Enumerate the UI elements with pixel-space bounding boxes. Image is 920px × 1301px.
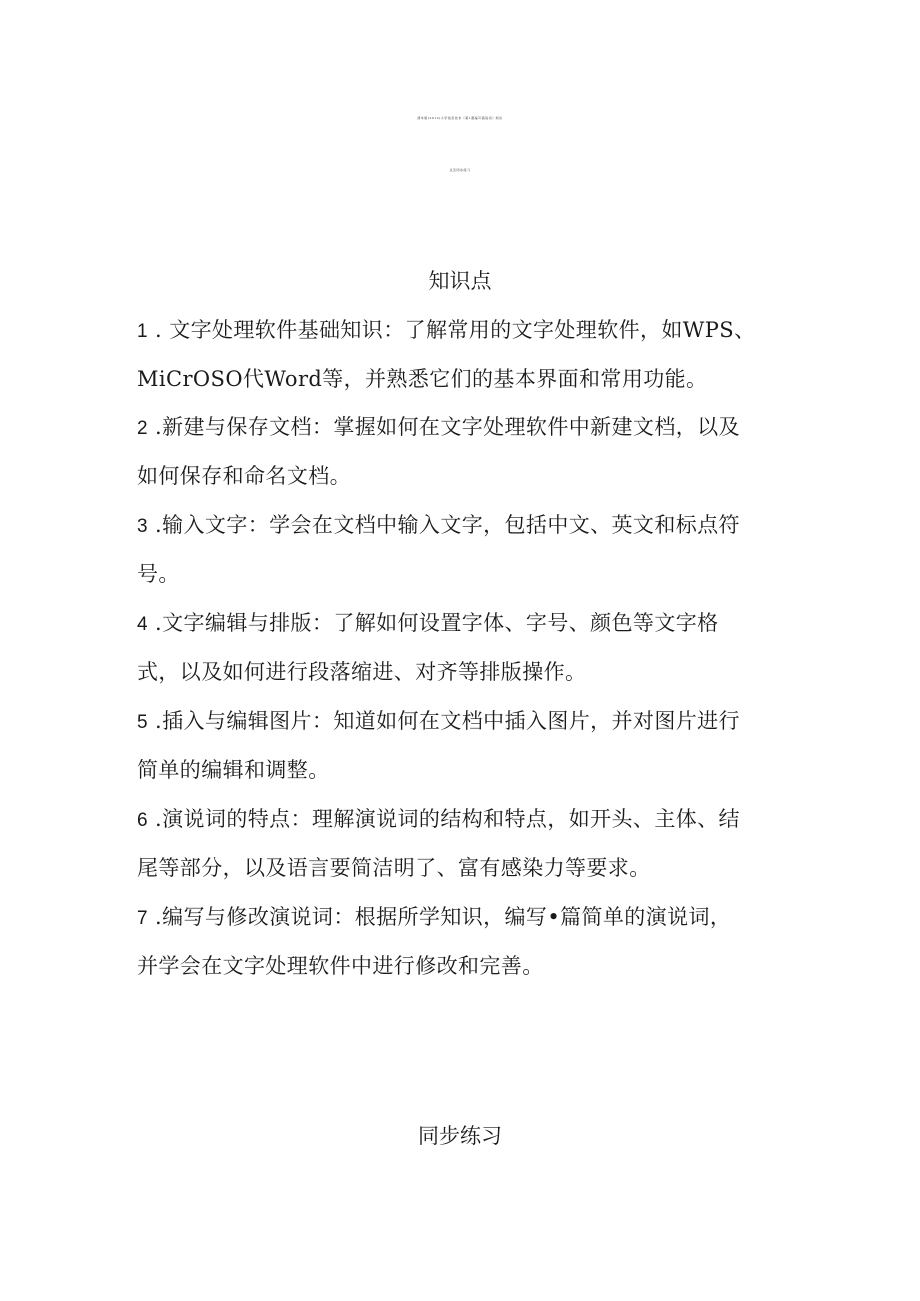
list-item-text: .输入文字：学会在文档中输入文字，包括中文、英文和标点符 xyxy=(147,513,740,537)
list-item-number: 7 xyxy=(137,908,148,929)
list-item-6-line-1 xyxy=(137,803,740,833)
list-item-4-line-1 xyxy=(137,607,719,637)
list-item-6-line-2: 尾等部分，以及语言要简洁明了、富有感染力等要求。 xyxy=(137,856,651,880)
list-item-number: 3 xyxy=(137,516,148,537)
section-heading-practice: 同步练习 xyxy=(418,1124,502,1148)
section-heading-knowledge: 知识点 xyxy=(428,269,492,293)
list-item-text: .插入与编辑图片：知道如何在文档中插入图片，并对图片进行 xyxy=(147,709,740,733)
list-item-4-line-2: 式，以及如何进行段落缩进、对齐等排版操作。 xyxy=(137,660,587,684)
list-item-number: 2 xyxy=(137,418,148,439)
list-item-number: 4 xyxy=(137,614,148,635)
list-item-5-line-1 xyxy=(137,705,740,735)
list-item-3-line-1 xyxy=(137,509,740,539)
list-item-7-line-1 xyxy=(137,901,731,931)
list-item-number: 1 xyxy=(137,321,148,342)
list-item-3-line-2: 号。 xyxy=(137,562,180,586)
list-item-1-line-2: MiCrOSO代Word等，并熟悉它们的基本界面和常用功能。 xyxy=(137,367,708,391)
list-item-text: . 文字处理软件基础知识：了解常用的文字处理软件，如WPS、 xyxy=(147,318,756,342)
list-item-text: .演说词的特点：理解演说词的结构和特点，如开头、主体、结 xyxy=(147,807,740,831)
list-item-number: 6 xyxy=(137,810,148,831)
list-item-1-line-1 xyxy=(137,314,756,344)
list-item-7-line-2: 并学会在文字处理软件中进行修改和完善。 xyxy=(137,954,544,978)
list-item-2-line-2: 如何保存和命名文档。 xyxy=(137,464,351,488)
list-item-text: .新建与保存文档：掌握如何在文字处理软件中新建文档，以及 xyxy=(147,415,740,439)
list-item-number: 5 xyxy=(137,712,148,733)
list-item-5-line-2: 简单的编辑和调整。 xyxy=(137,758,330,782)
document-title-line-1: 清华版(2012)小学信息技术《第1课编写演说词》知识 xyxy=(417,116,503,120)
list-item-text: .编写与修改演说词：根据所学知识，编写•篇简单的演说词， xyxy=(147,905,732,929)
list-item-2-line-1 xyxy=(137,411,740,441)
list-item-text: .文字编辑与排版：了解如何设置字体、字号、颜色等文字格 xyxy=(147,611,719,635)
document-title-line-2: 点及同步练习 xyxy=(449,168,471,172)
